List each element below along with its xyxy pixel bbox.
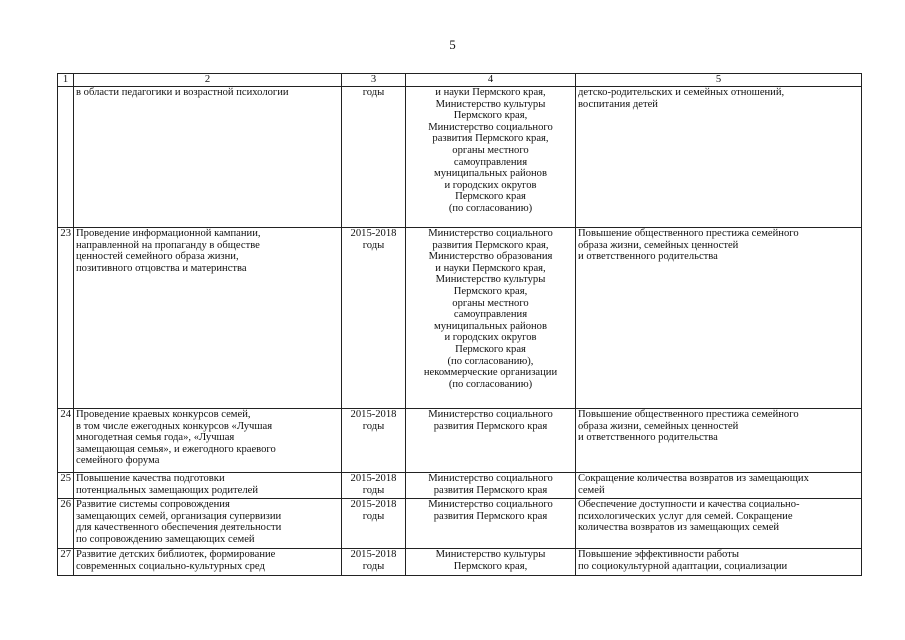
years-cell: 2015-2018 годы [342,499,406,549]
activity-cell: в области педагогики и возрастной психологии [74,87,342,228]
header-col-2: 2 [74,74,342,87]
row-number: 25 [58,473,74,499]
table-row [58,499,862,549]
activity-cell: Развитие системы сопровождения замещающих семей, организация супервизии для качественного обеспечения деятельности по сопровождению замещающих семей [74,499,342,549]
table-row [58,409,862,473]
header-col-5: 5 [576,74,862,87]
executors-cell: Министерство социального развития Пермского края [406,499,576,549]
table-row [58,549,862,576]
result-cell: Сокращение количества возвратов из замещающих семей [576,473,862,499]
activity-cell: Развитие детских библиотек, формирование современных социально-культурных сред [74,549,342,576]
result-cell: Повышение общественного престижа семейного образа жизни, семейных ценностей и ответственного родительства [576,228,862,409]
executors-cell: Министерство культуры Пермского края, [406,549,576,576]
header-col-3: 3 [342,74,406,87]
row-number: 23 [58,228,74,409]
years-cell: годы [342,87,406,228]
executors-cell: и науки Пермского края, Министерство культуры Пермского края, Министерство социального развития Пермского края, органы местного самоуправления муниципальных районов и городских округов Пермского края (по согласованию) [406,87,576,228]
years-cell: 2015-2018 годы [342,228,406,409]
plan-table [57,73,862,576]
activity-cell: Проведение информационной кампании, направленной на пропаганду в обществе ценностей семейного образа жизни, позитивного отцовства и материнства [74,228,342,409]
row-number: 27 [58,549,74,576]
row-number: 26 [58,499,74,549]
table-row [58,473,862,499]
executors-cell: Министерство социального развития Пермского края, Министерство образования и науки Пермского края, Министерство культуры Пермского края, органы местного самоуправления муниципальных районов и городских округов Пермского края (по согласованию), некоммерческие организации (по согласованию) [406,228,576,409]
activity-cell: Повышение качества подготовки потенциальных замещающих родителей [74,473,342,499]
row-number [58,87,74,228]
years-cell: 2015-2018 годы [342,549,406,576]
executors-cell: Министерство социального развития Пермского края [406,409,576,473]
years-cell: 2015-2018 годы [342,473,406,499]
years-cell: 2015-2018 годы [342,409,406,473]
table-header-row [58,74,862,87]
result-cell: Повышение эффективности работы по социокультурной адаптации, социализации [576,549,862,576]
result-cell: Повышение общественного престижа семейного образа жизни, семейных ценностей и ответственного родительства [576,409,862,473]
header-col-4: 4 [406,74,576,87]
result-cell: Обеспечение доступности и качества социально- психологических услуг для семей. Сокращение количества возвратов из замещающих семей [576,499,862,549]
table-row [58,228,862,409]
table-row [58,87,862,228]
header-col-1: 1 [58,74,74,87]
activity-cell: Проведение краевых конкурсов семей, в том числе ежегодных конкурсов «Лучшая многодетная семья года», «Лучшая замещающая семья», и ежегодного краевого семейного форума [74,409,342,473]
page-number: 5 [449,37,456,52]
executors-cell: Министерство социального развития Пермского края [406,473,576,499]
row-number: 24 [58,409,74,473]
result-cell: детско-родительских и семейных отношений, воспитания детей [576,87,862,228]
